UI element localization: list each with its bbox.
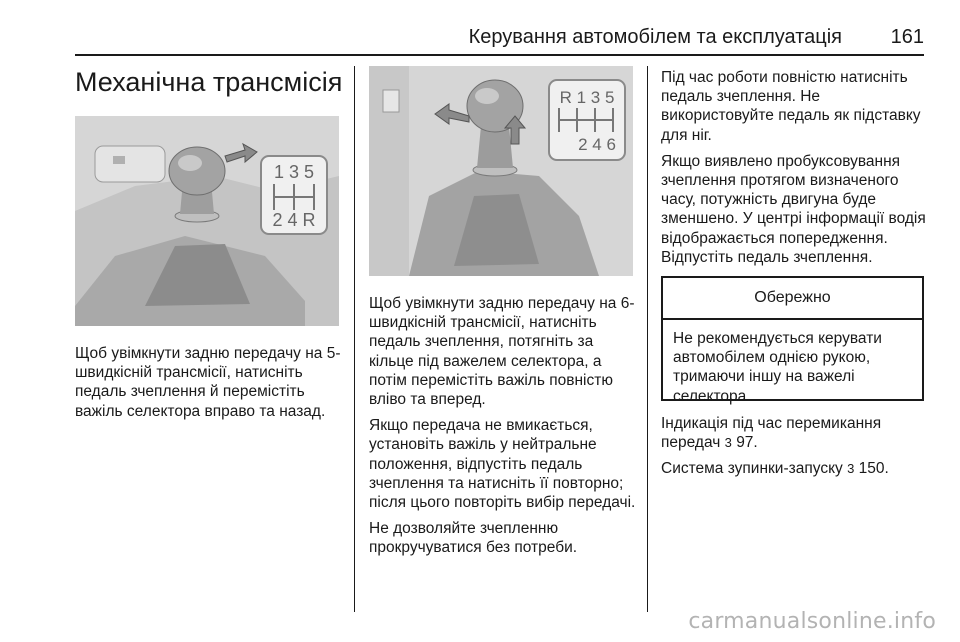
column-3 — [661, 68, 927, 274]
gear-pattern-bottom-label: 2 4 R — [272, 210, 316, 230]
column-3-references — [661, 414, 927, 486]
page-reference-icon: 3 — [724, 435, 732, 451]
reference-text: Індикація під час перемикання передач — [661, 415, 882, 452]
page-header — [0, 0, 960, 56]
cross-reference[interactable] — [661, 414, 927, 452]
reference-page: 97. — [736, 434, 758, 452]
warning-body: Не рекомендується керувати автомобілем однією рукою, тримаючи іншу на важелі селектора. — [673, 330, 882, 405]
column-divider — [354, 66, 355, 612]
gear-shift-illustration-6-speed — [369, 66, 633, 276]
gear-shift-drawing — [75, 116, 339, 326]
reference-page: 150. — [858, 460, 889, 478]
gear-pattern-top-label: 1 3 5 — [273, 162, 315, 182]
column-1 — [75, 344, 343, 428]
gear-pattern-bottom-label: 2 4 6 — [578, 135, 616, 154]
gear-shift-illustration-5-speed — [75, 116, 339, 326]
paragraph: Щоб увімкнути задню передачу на 6-швидкісній трансмісії, натисніть педаль зчеплення, потягніть за кільце під важелем селектора, а потім перемістіть важіль повністю вліво та вперед. — [369, 295, 635, 409]
paragraph: Якщо передача не вмикається, установіть важіль у нейтральне положення, відпустіть педаль зчеплення та натисніть її повторно; після цього повторіть вибір передачі. — [369, 417, 636, 512]
gear-pattern-top-label: R 1 3 5 — [559, 88, 615, 107]
cross-reference[interactable] — [661, 459, 927, 478]
watermark: carmanualsonline.info — [688, 609, 936, 634]
page-number: 161 — [890, 26, 924, 48]
paragraph: Не дозволяйте зчепленню прокручуватися без потреби. — [369, 520, 578, 557]
warning-box — [661, 276, 924, 405]
header-rule — [75, 54, 924, 56]
paragraph: Якщо виявлено пробуксовування зчеплення протягом визначеного часу, потужність двигуна буде зменшено. У центрі інформації водія відображається попередження. Відпустіть педаль зчеплення. — [661, 152, 926, 266]
gear-shift-drawing — [369, 66, 633, 276]
paragraph: Під час роботи повністю натисніть педаль зчеплення. Не використовуйте педаль як підставку для ніг. — [661, 69, 921, 144]
section-title: Механічна трансмісія — [75, 67, 343, 97]
column-2 — [369, 294, 637, 565]
column-divider — [647, 66, 648, 612]
page-reference-icon: 3 — [847, 461, 855, 477]
header-title: Керування автомобілем та експлуатація — [468, 26, 842, 48]
paragraph: Щоб увімкнути задню передачу на 5-швидкісній трансмісії, натисніть педаль зчеплення й перемістіть важіль селектора вправо та назад. — [75, 345, 341, 420]
warning-title: Обережно — [663, 278, 922, 320]
reference-text: Система зупинки-запуску — [661, 460, 843, 478]
